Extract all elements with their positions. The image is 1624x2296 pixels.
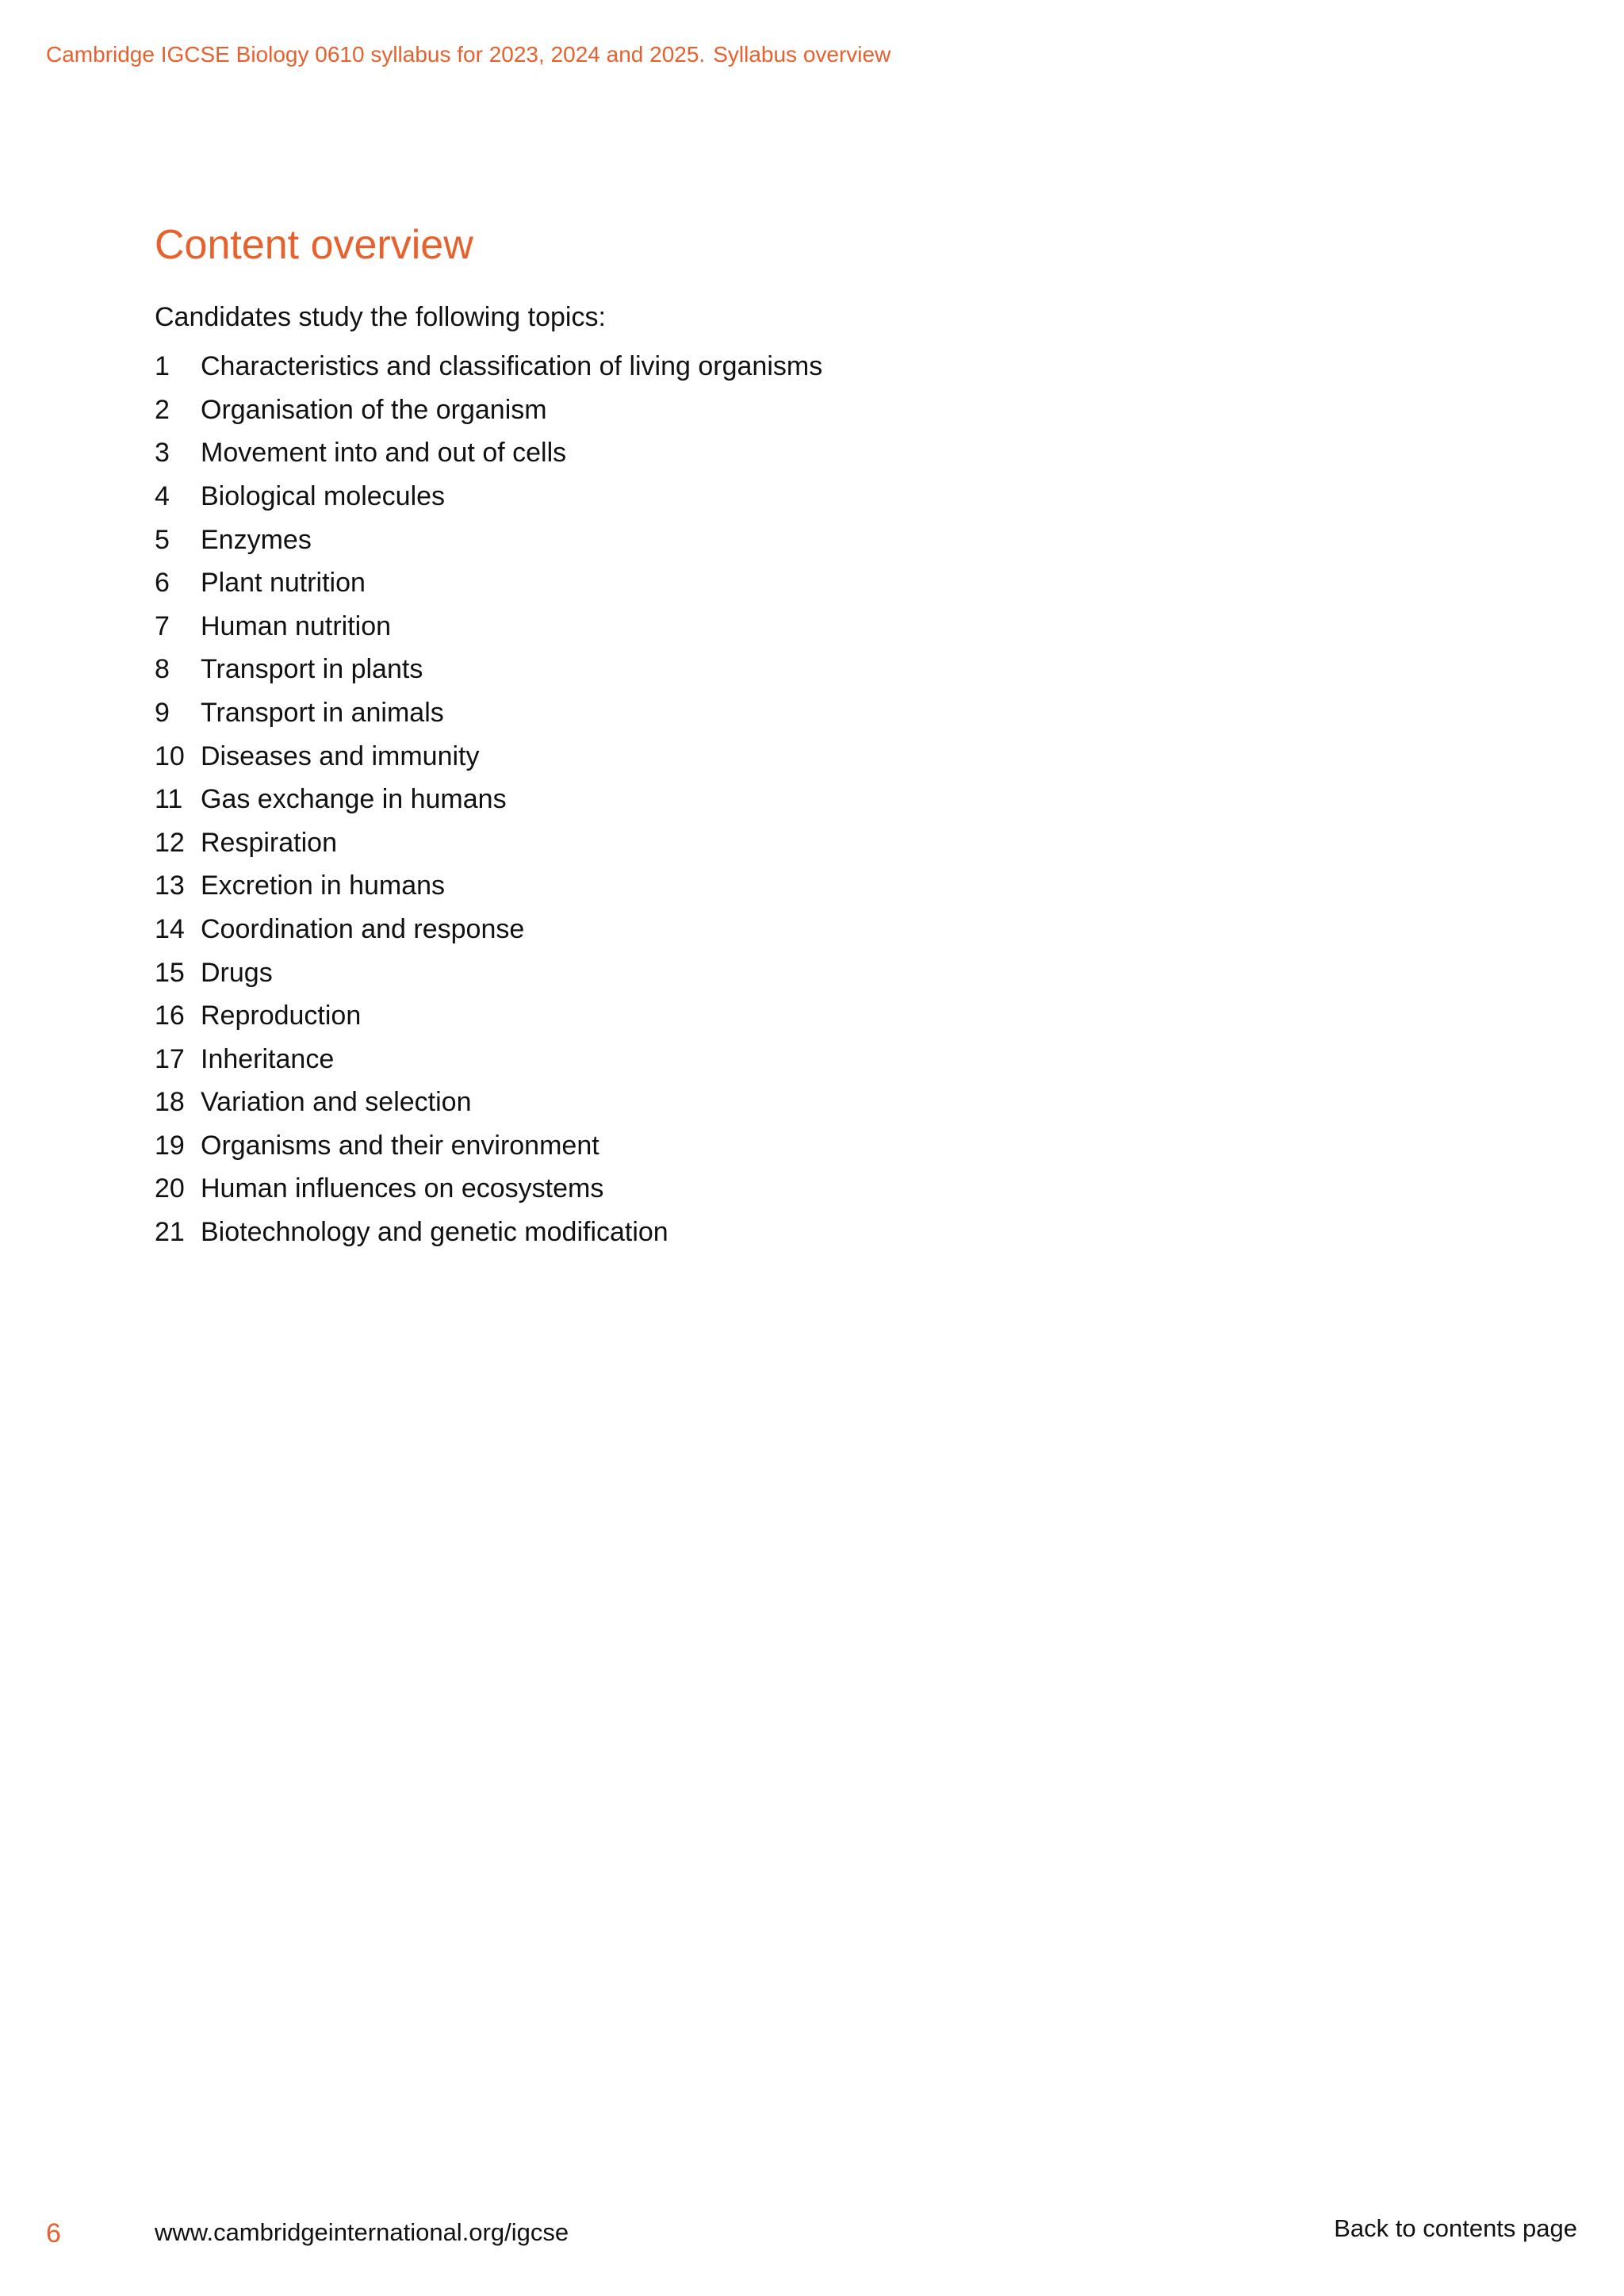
document-title: Cambridge IGCSE Biology 0610 syllabus for 2023, 2024 and 2025. — [46, 42, 706, 67]
topic-label: Transport in animals — [201, 697, 444, 728]
list-item — [155, 864, 1503, 908]
topic-label: Human influences on ecosystems — [201, 1173, 604, 1204]
list-item — [155, 1124, 1503, 1168]
topic-label: Diseases and immunity — [201, 740, 480, 771]
list-item — [155, 1211, 1503, 1254]
topic-number: 2 — [155, 394, 170, 425]
list-item — [155, 519, 1503, 562]
topic-label: Excretion in humans — [201, 871, 446, 901]
topic-number: 13 — [155, 871, 185, 901]
topic-number: 7 — [155, 610, 170, 641]
list-item — [155, 648, 1503, 691]
topic-label: Gas exchange in humans — [201, 784, 507, 815]
topic-number: 12 — [155, 827, 185, 858]
list-item — [155, 735, 1503, 779]
main-content — [155, 220, 1503, 1254]
topic-label: Movement into and out of cells — [201, 438, 567, 469]
topic-label: Human nutrition — [201, 610, 392, 641]
topic-number: 16 — [155, 1001, 185, 1031]
topic-number: 4 — [155, 480, 170, 511]
topic-label: Enzymes — [201, 524, 312, 555]
topic-label: Variation and selection — [201, 1087, 472, 1118]
topic-number: 18 — [155, 1087, 185, 1118]
topic-number: 1 — [155, 351, 170, 382]
topic-number: 9 — [155, 697, 170, 728]
list-item — [155, 605, 1503, 649]
topic-number: 6 — [155, 568, 170, 599]
topic-label: Transport in plants — [201, 654, 423, 685]
list-item — [155, 1081, 1503, 1124]
topic-number: 20 — [155, 1173, 185, 1204]
list-item — [155, 431, 1503, 475]
page-number: 6 — [46, 2218, 61, 2248]
topic-label: Reproduction — [201, 1001, 362, 1031]
topic-number: 11 — [155, 784, 183, 815]
list-item — [155, 1038, 1503, 1081]
topic-label: Organisms and their environment — [201, 1130, 599, 1161]
topic-list — [155, 345, 1503, 1253]
topic-number: 15 — [155, 957, 185, 988]
topic-number: 14 — [155, 913, 185, 944]
list-item — [155, 561, 1503, 605]
topic-label: Biological molecules — [201, 480, 446, 511]
topic-label: Inheritance — [201, 1043, 335, 1074]
topic-number: 17 — [155, 1043, 185, 1074]
footer-url-link[interactable]: www.cambridgeinternational.org/igcse — [155, 2218, 569, 2246]
list-item — [155, 691, 1503, 735]
list-item — [155, 388, 1503, 432]
list-item — [155, 1167, 1503, 1211]
list-item — [155, 908, 1503, 951]
page-title: Content overview — [155, 222, 473, 268]
topic-number: 5 — [155, 524, 170, 555]
list-item — [155, 994, 1503, 1038]
section-title: Syllabus overview — [713, 42, 891, 67]
topic-label: Organisation of the organism — [201, 394, 547, 425]
topic-number: 21 — [155, 1217, 185, 1248]
topic-number: 10 — [155, 740, 185, 771]
topic-label: Plant nutrition — [201, 568, 366, 599]
running-header — [46, 41, 891, 68]
topic-label: Drugs — [201, 957, 273, 988]
back-to-contents-link[interactable]: Back to contents page — [1334, 2214, 1577, 2242]
topic-label: Coordination and response — [201, 913, 525, 944]
topic-label: Biotechnology and genetic modification — [201, 1217, 668, 1248]
topic-label: Respiration — [201, 827, 337, 858]
list-item — [155, 821, 1503, 865]
topic-number: 3 — [155, 438, 170, 469]
topic-number: 19 — [155, 1130, 185, 1161]
list-item — [155, 475, 1503, 519]
topic-number: 8 — [155, 654, 170, 685]
intro-text: Candidates study the following topics: — [155, 302, 606, 333]
list-item — [155, 778, 1503, 821]
list-item — [155, 345, 1503, 388]
list-item — [155, 951, 1503, 995]
topic-label: Characteristics and classification of living organisms — [201, 351, 823, 382]
